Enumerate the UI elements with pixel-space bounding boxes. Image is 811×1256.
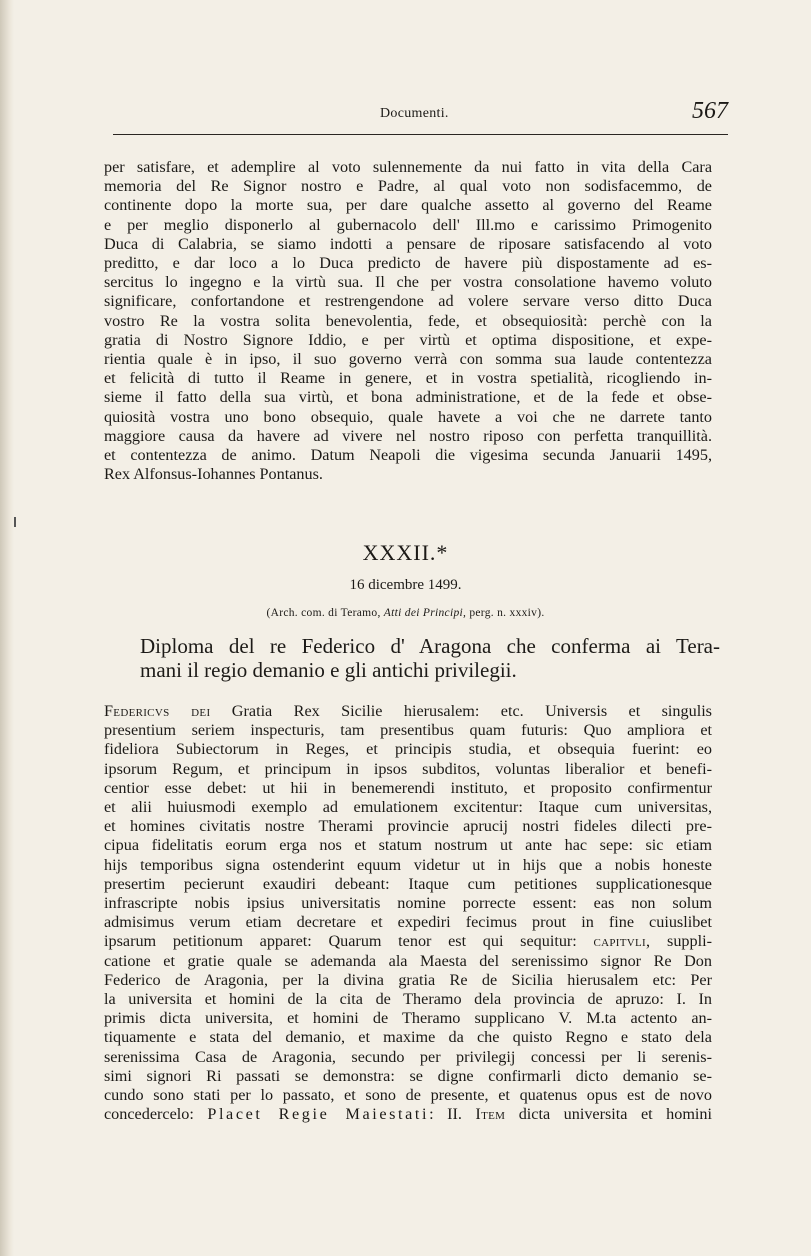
text-line: quiosità vostra uno bono obsequio, quale havete a voi che ne darrete tanto xyxy=(104,407,712,426)
text-line: ipsorum Regum, et principum in ipsos subditos, voluntas liberalior et benefi- xyxy=(104,759,712,778)
text-line: vostro Re la vostra solita benevolentia, fede, et obsequiosità: perchè con la xyxy=(104,311,712,330)
text-line: presertim pecierunt exaudiri debeant: Itaque cum petitiones supplicationesque xyxy=(104,874,712,893)
text-line: cipua fidelitatis eorum erga nos et statum nostrum ut ante hac sepe: sic etiam xyxy=(104,836,712,855)
document-title xyxy=(140,634,720,682)
source-title: Atti dei Principi, xyxy=(383,607,467,619)
diploma-text xyxy=(104,702,712,1124)
header-rule xyxy=(113,134,728,135)
text-line: Federico de Aragonia, per la divina gratia Re de Sicilia hierusalem etc: Per xyxy=(104,970,712,989)
capitvli-word: capitvli, xyxy=(593,932,651,951)
text-line: Federicvs dei Gratia Rex Sicilie hierusalem: etc. Universis et singulis xyxy=(104,702,712,720)
text-line: tiquamente e stata del demanio, et maxime da che quisto Regno e stato dela xyxy=(104,1028,712,1047)
page-number: 567 xyxy=(692,98,728,124)
text-line: et alii huiusmodi exemplo ad emulationem excitentur: Itaque cum universitas, xyxy=(104,798,712,817)
page-gutter-shadow xyxy=(0,0,14,1256)
text-line: sercitus lo ingegno e la virtù sua. Il che per vostra consolatione havemo voluto xyxy=(104,273,712,292)
source-prefix: (Arch. com. di Teramo, xyxy=(266,607,384,619)
text-line: presentium seriem inspecturis, tam presentibus quam futuris: Quo ampliora et xyxy=(104,721,712,740)
text-line: maggiore causa da havere ad vivere nel nostro riposo con perfetta tranquillità. xyxy=(104,426,712,445)
text-line: cundo sono stati per lo passato, et sono de presente, et quatenus opus est de novo xyxy=(104,1086,712,1105)
placet-formula: Placet Regie Maiestati xyxy=(207,1105,430,1124)
title-line: mani il regio demanio e gli antichi privilegii. xyxy=(140,658,517,682)
text-line: Rex Alfonsus-Iohannes Pontanus. xyxy=(104,465,323,484)
document-number: XXXII.* xyxy=(362,540,449,565)
diploma-lines xyxy=(104,721,712,932)
text-line: e per meglio disponerlo al gubernacolo dell' Ill.mo e carissimo Primogenito xyxy=(104,215,712,234)
text-line: ipsarum petitionum apparet: Quarum tenor est qui sequitur: capitvli, suppli- xyxy=(104,932,712,951)
text-line: admisimus verum etiam decretare et expediri fecimus prout in fine cuiuslibet xyxy=(104,913,712,932)
text-line: infrascripte nobis ipsius universitatis nomine porrecte essent: eas non solum xyxy=(104,894,712,913)
text-line: concedercelo: Placet Regie Maiestati: II. Item dicta universita et homini xyxy=(104,1105,712,1124)
text-line: et contentezza de animo. Datum Neapoli die vigesima secunda Januarii 1495, xyxy=(104,446,712,465)
source-suffix: perg. n. xxxiv). xyxy=(466,607,545,619)
text-line: la universita et homini de la cita de Theramo dela provincia de apruzo: I. In xyxy=(104,990,712,1009)
text-line: primis dicta universita, et homini de Theramo supplicano V. M.ta actento an- xyxy=(104,1009,712,1028)
text-line: memoria del Re Signor nostro e Padre, al qual voto non sodisfacemmo, de xyxy=(104,177,712,196)
running-title: Documenti. xyxy=(380,106,449,121)
text-line: continente dopo la morte sua, per dare qualche assetto al governo del Reame xyxy=(104,196,712,215)
text-line: catione et gratie quale se ademanda ala Maesta del serenissimo signor Re Don xyxy=(104,951,712,970)
text-line: serenissima Casa de Aragonia, secundo per privilegij concessi per li serenis- xyxy=(104,1047,712,1066)
document-date: 16 dicembre 1499. xyxy=(349,577,462,593)
text-line: significare, confortandone et restrengendone ad volere servare verso ditto Duca xyxy=(104,292,712,311)
text-line: et homines civitatis nostre Therami provincie aprucij nostri fideles dilecti pre- xyxy=(104,817,712,836)
text-line: per satisfare, et ademplire al voto sulennemente da nui fatto in vita della Cara xyxy=(104,158,712,176)
running-head xyxy=(110,98,728,134)
text-line: Duca di Calabria, se siamo indotti a pensare de riposare satisfacendo al voto xyxy=(104,234,712,253)
text-line: fideliora Subiectorum in Reges, et principis studia, et obsequia fuerint: eo xyxy=(104,740,712,759)
text-line: hijs temporibus signa ostenderint equum videtur ut in hijs que a nobis honeste xyxy=(104,855,712,874)
text-line: gratia di Nostro Signore Iddio, e per virtù et optima dispositione, et expe- xyxy=(104,330,712,349)
item-word: Item xyxy=(475,1105,506,1124)
text-line: sieme il fatto della sua virtù, et bona administratione, et de la fede et obse- xyxy=(104,388,712,407)
title-line: Diploma del re Federico d' Aragona che conferma ai Tera- xyxy=(140,634,720,658)
text-line: preditto, e dar loco a lo Duca predicto de havere più dispostamente ad es- xyxy=(104,254,712,273)
letter-continuation xyxy=(104,158,712,484)
text-line: simi signori Ri passati se demonstra: se digne confirmarli dicto demanio se- xyxy=(104,1066,712,1085)
opening-words: Federicvs dei xyxy=(104,702,211,720)
text-line: rientia quale è in ipso, il suo governo verrà con somma sua laude contentezza xyxy=(104,350,712,369)
text-line: et felicità di tutto il Reame in genere, et in vostra spetialità, ricogliendo in- xyxy=(104,369,712,388)
margin-mark xyxy=(14,517,16,527)
text-line: centior esse debet: ut hii in benemerendi instituto, et proposito confirmentur xyxy=(104,778,712,797)
archival-source xyxy=(0,607,811,619)
diploma-lines-continued xyxy=(104,952,712,1106)
